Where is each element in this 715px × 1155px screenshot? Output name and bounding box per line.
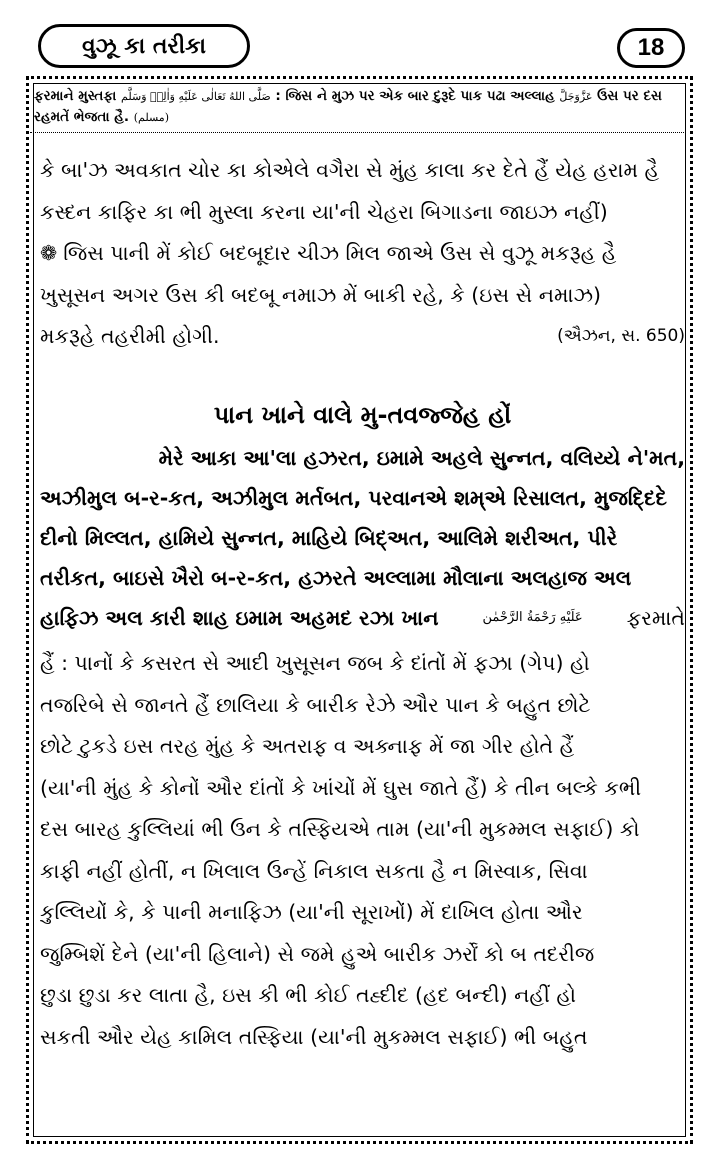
bold-paragraph: [40, 438, 685, 638]
body-line: હૈં : પાનોં કે કસરત સે આદી ખુસૂસન જબ કે દાંતોં મેં ફઝા (ગેપ) હો: [40, 651, 590, 675]
body-paragraph: [40, 643, 685, 1058]
paragraph-1-line: કસ્દન કાફિર કા ભી મુસ્લા કરના યા'ની ચેહરા બિગાડના જાઇઝ નહીં): [40, 199, 608, 224]
chapter-title-text: વુઝૂ કા તરીકા: [81, 33, 207, 59]
bold-paragraph-last-prefix: હાફિઝ અલ કારી શાહ ઇમામ અહમદ રઝા ખાન: [40, 606, 439, 630]
body-line: છોટે ટુકડે ઇસ તરહ મુંહ કે અતરાફ વ અક્નાફ મેં જા ગીર હોતે હૈં: [40, 734, 575, 758]
body-line: સકતી ઔર યેહ કામિલ તસ્ફિયા (યા'ની મુકમ્મલ સફાઈ) ભી બહુત: [40, 1024, 588, 1049]
bold-paragraph-line: તરીકત, બાઇસે ખૈરો બ-ર-કત, હઝરતે અલ્લામા મૌલાના અલહાજ અલ: [40, 566, 632, 590]
durood-text-3: ઉસ પર દસ રહમતેં ભેજતા હૈ.: [34, 88, 662, 125]
body-line: (યા'ની મુંહ કે કોનોં ઔર દાંતોં કે ખાંચોં મેં ઘુસ જાતે હૈં) કે તીન બલ્કે કભી: [40, 775, 642, 800]
chapter-title: [38, 24, 250, 68]
reference-citation: (ઐઝન, સ. 650): [557, 326, 685, 346]
body-line: જુમ્બિશેં દેને (યા'ની હિલાને) સે જમે હુએ બારીક ઝર્રોં કો બ તદરીજ: [40, 941, 595, 966]
durood-text-1: ફરમાને મુસ્તફા: [34, 88, 117, 104]
bold-paragraph-line: અઝીમુલ બ-ર-કત, અઝીમુલ મર્તબત, પરવાનએ શમ્એ રિસાલત, મુજદ્દિદે: [40, 486, 667, 510]
bold-paragraph-arabic: عَلَيْهِ رَحْمَةُ الرَّحْمٰن: [482, 610, 583, 625]
body-line: કાફી નહીં હોતીં, ન ખિલાલ ઉન્હેં નિકાલ સકતા હૈ ન મિસ્વાક, સિવા: [40, 858, 588, 883]
paragraph-1-line: કે બા'ઝ અવકાત ચોર કા કોએલે વગૈરા સે મુંહ કાલા કર દેતે હૈં યેહ હરામ હૈ: [40, 158, 660, 182]
bold-paragraph-line: દીનો મિલ્લત, હામિયે સુન્નત, માહિયે બિદ્અત, આલિમે શરીઅત, પીરે: [40, 526, 618, 550]
bold-paragraph-last-suffix: ફરમાતે: [626, 606, 685, 630]
durood-banner: [34, 86, 682, 128]
page-number: [617, 28, 685, 68]
durood-source: (مسلم): [133, 111, 169, 124]
durood-arabic-2: عَزَّوَجَلَّ: [559, 90, 593, 103]
durood-arabic-1: صَلَّى اللهُ تَعَالٰی عَلَيْهِ وَاٰلِهٖ وَسَلَّم: [121, 90, 271, 103]
section-heading: પાન ખાને વાલે મુ-તવજ્જેહ હોં: [213, 401, 512, 429]
body-line: છુડા છુડા કર લાતા હૈ, ઇસ કી ભી કોઈ તહ્દીદ (હદ બન્દી) નહીં હો: [40, 983, 577, 1007]
flower-icon: ❁: [40, 241, 58, 265]
bold-paragraph-line: મેરે આકા આ'લા હઝરત, ઇમામે અહલે સુન્નત, વલિય્યે ને'મત,: [158, 446, 685, 470]
body-line: દસ બારહ કુલ્લિયાં ભી ઉન કે તસ્ફિયએ તામ (યા'ની મુકમ્મલ સફાઈ) કો: [40, 817, 640, 841]
paragraph-2-text: જિસ પાની મેં કોઈ બદબૂદાર ચીઝ મિલ જાએ ઉસ સે વુઝૂ મકરૂહ હૈ: [63, 241, 617, 265]
page-number-text: 18: [637, 34, 665, 61]
paragraph-2-last-text: મકરૂહે તહરીમી હોગી.: [40, 324, 220, 348]
durood-separator: [30, 132, 686, 133]
paragraph-1: [40, 150, 685, 233]
body-line: તજરિબે સે જાનતે હૈં છાલિયા કે બારીક રેઝે ઔર પાન કે બહુત છોટે: [40, 692, 591, 717]
durood-text-2: : જિસ ને મુઝ પર એક બાર દુરૂદે પાક પઢા અલ્લાહ: [275, 88, 555, 104]
bold-paragraph-last-line: [40, 598, 685, 638]
paragraph-2-last-line: [40, 316, 685, 358]
paragraph-2-line: [40, 233, 685, 275]
paragraph-2: [40, 233, 685, 358]
paragraph-2-line: ખુસૂસન અગર ઉસ કી બદબૂ નમાઝ મેં બાકી રહે, કે (ઇસ સે નમાઝ): [40, 282, 602, 307]
body-line: કુલ્લિયોં કે, કે પાની મનાફિઝ (યા'ની સૂરાખોં) મેં દાખિલ હોતા ઔર: [40, 900, 583, 924]
